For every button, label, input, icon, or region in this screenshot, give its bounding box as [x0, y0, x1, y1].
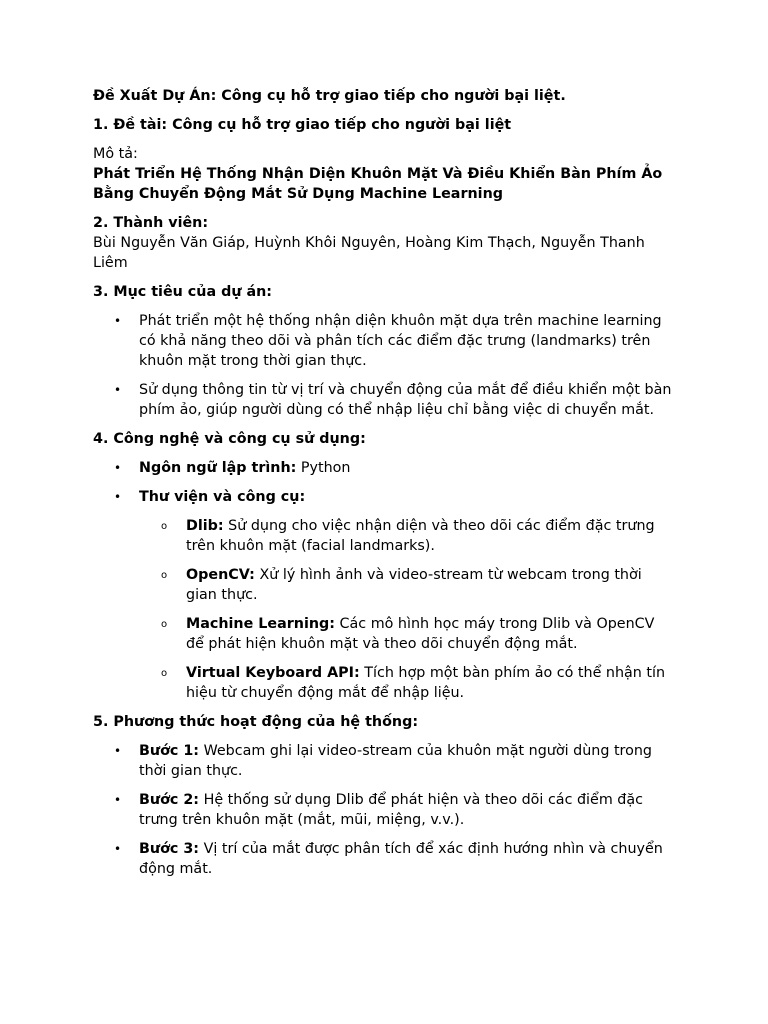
step-text: Hệ thống sử dụng Dlib để phát hiện và theo dõi các điểm đặc trưng trên khuôn mặt (mắt, mũi, miệng, v.v.). — [139, 792, 643, 828]
step-label: Bước 2: — [139, 792, 200, 808]
description-label: Mô tả: — [93, 146, 138, 162]
step-text: Vị trí của mắt được phân tích để xác định hướng nhìn và chuyển động mắt. — [139, 841, 663, 877]
library-text: Các mô hình học máy trong Dlib và OpenCV để phát hiện khuôn mặt và theo dõi chuyển động mắt. — [186, 616, 655, 652]
tech-item-libraries — [93, 487, 673, 703]
goal-text: Phát triển một hệ thống nhận diện khuôn mặt dựa trên machine learning có khả năng theo dõi và phân tích các điểm đặc trưng (landmarks) trên khuôn mặt trong thời gian thực. — [139, 313, 662, 369]
library-item — [139, 565, 673, 605]
library-label: Dlib: — [186, 518, 224, 534]
library-text: Tích hợp một bàn phím ảo có thể nhận tín hiệu từ chuyển động mắt để nhập liệu. — [186, 665, 666, 701]
libraries-list — [139, 516, 673, 703]
tech-libraries-label: Thư viện và công cụ: — [139, 489, 306, 505]
goal-text: Sử dụng thông tin từ vị trí và chuyển động của mắt để điều khiển một bàn phím ảo, giúp người dùng có thể nhập liệu chỉ bằng việc di chuyển mắt. — [139, 382, 672, 418]
step-label: Bước 3: — [139, 841, 200, 857]
library-label: Machine Learning: — [186, 616, 335, 632]
goal-item — [93, 311, 673, 371]
library-item — [139, 663, 673, 703]
description-text: Phát Triển Hệ Thống Nhận Diện Khuôn Mặt Và Điều Khiển Bàn Phím Ảo Bằng Chuyển Động Mắt Sử Dụng Machine Learning — [93, 166, 663, 202]
library-item — [139, 614, 673, 654]
tech-language-label: Ngôn ngữ lập trình: — [139, 460, 297, 476]
tech-list — [93, 458, 673, 703]
section-3-heading: 3. Mục tiêu của dự án: — [93, 284, 273, 300]
library-label: OpenCV: — [186, 567, 255, 583]
section-2-heading: 2. Thành viên: — [93, 215, 209, 231]
step-label: Bước 1: — [139, 743, 200, 759]
library-label: Virtual Keyboard API: — [186, 665, 360, 681]
section-1-heading: 1. Đề tài: Công cụ hỗ trợ giao tiếp cho người bại liệt — [93, 117, 512, 133]
library-item — [139, 516, 673, 556]
step-item — [93, 790, 673, 830]
step-text: Webcam ghi lại video-stream của khuôn mặt người dùng trong thời gian thực. — [139, 743, 653, 779]
section-5-heading: 5. Phương thức hoạt động của hệ thống: — [93, 714, 419, 730]
goal-item — [93, 380, 673, 420]
document-title: Đề Xuất Dự Án: Công cụ hỗ trợ giao tiếp cho người bại liệt. — [93, 88, 566, 104]
document-body — [93, 86, 673, 879]
members-list: Bùi Nguyễn Văn Giáp, Huỳnh Khôi Nguyên, Hoàng Kim Thạch, Nguyễn Thanh Liêm — [93, 235, 645, 271]
step-item — [93, 839, 673, 879]
library-text: Sử dụng cho việc nhận diện và theo dõi các điểm đặc trưng trên khuôn mặt (facial landmarks). — [186, 518, 655, 554]
step-item — [93, 741, 673, 781]
tech-language-value: Python — [300, 460, 351, 476]
steps-list — [93, 741, 673, 879]
goals-list — [93, 311, 673, 420]
library-text: Xử lý hình ảnh và video-stream từ webcam trong thời gian thực. — [186, 567, 642, 603]
section-4-heading: 4. Công nghệ và công cụ sử dụng: — [93, 431, 366, 447]
tech-item-language — [93, 458, 673, 478]
